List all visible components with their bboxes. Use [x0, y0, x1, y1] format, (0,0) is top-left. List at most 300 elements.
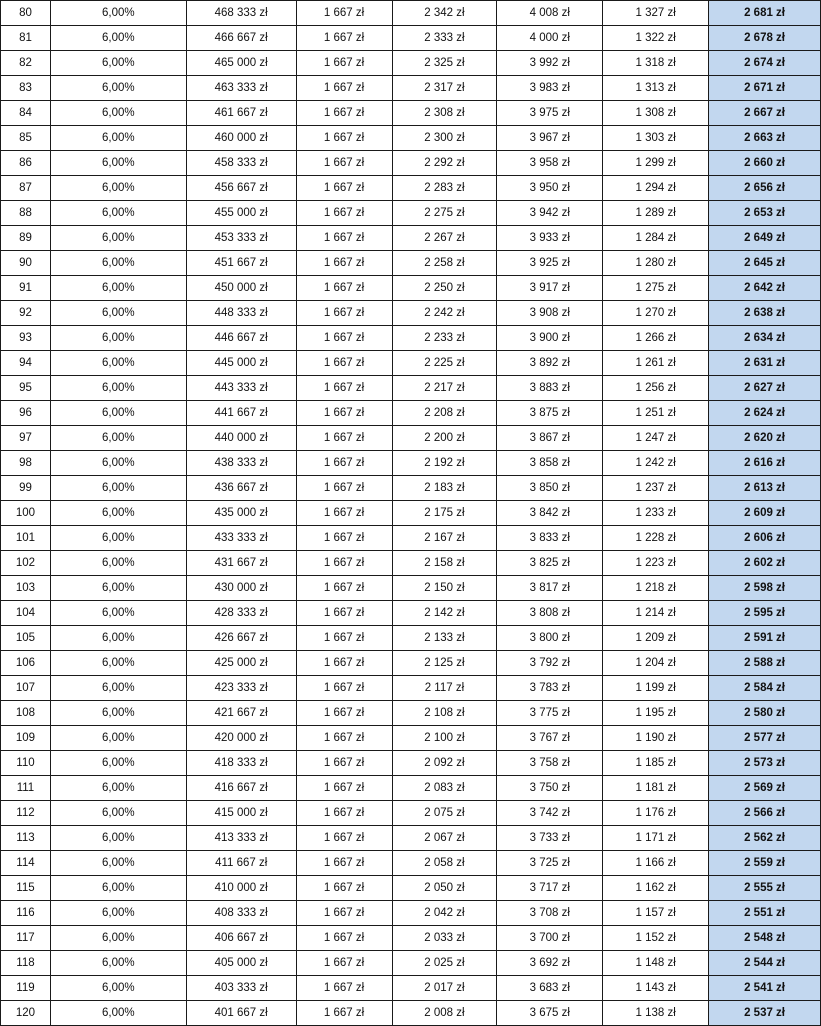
interest-cell: 2 217 zł — [392, 376, 497, 401]
remaining-principal-cell: 413 333 zł — [186, 826, 296, 851]
remaining-principal-cell: 426 667 zł — [186, 626, 296, 651]
total-installment-cell: 3 883 zł — [497, 376, 603, 401]
tax-relief-cell: 1 313 zł — [603, 76, 709, 101]
month-cell: 80 — [1, 1, 51, 26]
month-cell: 90 — [1, 251, 51, 276]
net-installment-cell: 2 678 zł — [709, 26, 821, 51]
table-row — [1, 451, 821, 476]
remaining-principal-cell: 458 333 zł — [186, 151, 296, 176]
interest-cell: 2 275 zł — [392, 201, 497, 226]
tax-relief-cell: 1 266 zł — [603, 326, 709, 351]
table-row — [1, 651, 821, 676]
net-installment-cell: 2 663 zł — [709, 126, 821, 151]
rate-cell: 6,00% — [50, 1001, 186, 1026]
table-row — [1, 576, 821, 601]
total-installment-cell: 3 950 zł — [497, 176, 603, 201]
rate-cell: 6,00% — [50, 726, 186, 751]
remaining-principal-cell: 445 000 zł — [186, 351, 296, 376]
tax-relief-cell: 1 185 zł — [603, 751, 709, 776]
month-cell: 100 — [1, 501, 51, 526]
tax-relief-cell: 1 138 zł — [603, 1001, 709, 1026]
month-cell: 94 — [1, 351, 51, 376]
total-installment-cell: 3 708 zł — [497, 901, 603, 926]
month-cell: 91 — [1, 276, 51, 301]
rate-cell: 6,00% — [50, 326, 186, 351]
interest-cell: 2 300 zł — [392, 126, 497, 151]
total-installment-cell: 3 983 zł — [497, 76, 603, 101]
principal-installment-cell: 1 667 zł — [296, 426, 392, 451]
interest-cell: 2 017 zł — [392, 976, 497, 1001]
table-row — [1, 676, 821, 701]
rate-cell: 6,00% — [50, 501, 186, 526]
rate-cell: 6,00% — [50, 176, 186, 201]
total-installment-cell: 3 833 zł — [497, 526, 603, 551]
month-cell: 109 — [1, 726, 51, 751]
tax-relief-cell: 1 294 zł — [603, 176, 709, 201]
table-row — [1, 751, 821, 776]
month-cell: 115 — [1, 876, 51, 901]
interest-cell: 2 108 zł — [392, 701, 497, 726]
rate-cell: 6,00% — [50, 451, 186, 476]
month-cell: 85 — [1, 126, 51, 151]
total-installment-cell: 3 908 zł — [497, 301, 603, 326]
total-installment-cell: 3 758 zł — [497, 751, 603, 776]
principal-installment-cell: 1 667 zł — [296, 626, 392, 651]
principal-installment-cell: 1 667 zł — [296, 351, 392, 376]
tax-relief-cell: 1 284 zł — [603, 226, 709, 251]
table-row — [1, 376, 821, 401]
month-cell: 118 — [1, 951, 51, 976]
tax-relief-cell: 1 148 zł — [603, 951, 709, 976]
net-installment-cell: 2 631 zł — [709, 351, 821, 376]
interest-cell: 2 258 zł — [392, 251, 497, 276]
rate-cell: 6,00% — [50, 376, 186, 401]
remaining-principal-cell: 461 667 zł — [186, 101, 296, 126]
table-row — [1, 526, 821, 551]
rate-cell: 6,00% — [50, 851, 186, 876]
principal-installment-cell: 1 667 zł — [296, 251, 392, 276]
remaining-principal-cell: 456 667 zł — [186, 176, 296, 201]
month-cell: 112 — [1, 801, 51, 826]
principal-installment-cell: 1 667 zł — [296, 226, 392, 251]
principal-installment-cell: 1 667 zł — [296, 76, 392, 101]
month-cell: 110 — [1, 751, 51, 776]
total-installment-cell: 3 725 zł — [497, 851, 603, 876]
tax-relief-cell: 1 280 zł — [603, 251, 709, 276]
remaining-principal-cell: 403 333 zł — [186, 976, 296, 1001]
total-installment-cell: 3 933 zł — [497, 226, 603, 251]
interest-cell: 2 125 zł — [392, 651, 497, 676]
tax-relief-cell: 1 237 zł — [603, 476, 709, 501]
table-row — [1, 801, 821, 826]
table-row — [1, 626, 821, 651]
principal-installment-cell: 1 667 zł — [296, 176, 392, 201]
table-row — [1, 326, 821, 351]
interest-cell: 2 342 zł — [392, 1, 497, 26]
table-row — [1, 776, 821, 801]
principal-installment-cell: 1 667 zł — [296, 151, 392, 176]
principal-installment-cell: 1 667 zł — [296, 126, 392, 151]
total-installment-cell: 3 808 zł — [497, 601, 603, 626]
month-cell: 97 — [1, 426, 51, 451]
rate-cell: 6,00% — [50, 676, 186, 701]
remaining-principal-cell: 435 000 zł — [186, 501, 296, 526]
table-row — [1, 726, 821, 751]
month-cell: 87 — [1, 176, 51, 201]
month-cell: 101 — [1, 526, 51, 551]
table-row — [1, 76, 821, 101]
remaining-principal-cell: 410 000 zł — [186, 876, 296, 901]
rate-cell: 6,00% — [50, 1, 186, 26]
rate-cell: 6,00% — [50, 226, 186, 251]
month-cell: 95 — [1, 376, 51, 401]
remaining-principal-cell: 416 667 zł — [186, 776, 296, 801]
total-installment-cell: 3 742 zł — [497, 801, 603, 826]
net-installment-cell: 2 544 zł — [709, 951, 821, 976]
principal-installment-cell: 1 667 zł — [296, 576, 392, 601]
tax-relief-cell: 1 190 zł — [603, 726, 709, 751]
rate-cell: 6,00% — [50, 26, 186, 51]
table-row — [1, 876, 821, 901]
table-row — [1, 926, 821, 951]
remaining-principal-cell: 408 333 zł — [186, 901, 296, 926]
rate-cell: 6,00% — [50, 826, 186, 851]
principal-installment-cell: 1 667 zł — [296, 1, 392, 26]
total-installment-cell: 3 792 zł — [497, 651, 603, 676]
month-cell: 107 — [1, 676, 51, 701]
total-installment-cell: 3 817 zł — [497, 576, 603, 601]
month-cell: 86 — [1, 151, 51, 176]
table-row — [1, 551, 821, 576]
rate-cell: 6,00% — [50, 601, 186, 626]
remaining-principal-cell: 411 667 zł — [186, 851, 296, 876]
tax-relief-cell: 1 256 zł — [603, 376, 709, 401]
total-installment-cell: 4 008 zł — [497, 1, 603, 26]
net-installment-cell: 2 548 zł — [709, 926, 821, 951]
tax-relief-cell: 1 195 zł — [603, 701, 709, 726]
table-row — [1, 201, 821, 226]
month-cell: 120 — [1, 1001, 51, 1026]
total-installment-cell: 3 750 zł — [497, 776, 603, 801]
principal-installment-cell: 1 667 zł — [296, 651, 392, 676]
rate-cell: 6,00% — [50, 526, 186, 551]
principal-installment-cell: 1 667 zł — [296, 276, 392, 301]
rate-cell: 6,00% — [50, 276, 186, 301]
total-installment-cell: 3 842 zł — [497, 501, 603, 526]
net-installment-cell: 2 613 zł — [709, 476, 821, 501]
total-installment-cell: 3 700 zł — [497, 926, 603, 951]
rate-cell: 6,00% — [50, 301, 186, 326]
remaining-principal-cell: 423 333 zł — [186, 676, 296, 701]
principal-installment-cell: 1 667 zł — [296, 726, 392, 751]
net-installment-cell: 2 577 zł — [709, 726, 821, 751]
rate-cell: 6,00% — [50, 576, 186, 601]
total-installment-cell: 3 692 zł — [497, 951, 603, 976]
month-cell: 117 — [1, 926, 51, 951]
principal-installment-cell: 1 667 zł — [296, 801, 392, 826]
principal-installment-cell: 1 667 zł — [296, 51, 392, 76]
net-installment-cell: 2 620 zł — [709, 426, 821, 451]
table-row — [1, 26, 821, 51]
remaining-principal-cell: 450 000 zł — [186, 276, 296, 301]
net-installment-cell: 2 602 zł — [709, 551, 821, 576]
table-row — [1, 51, 821, 76]
month-cell: 92 — [1, 301, 51, 326]
remaining-principal-cell: 451 667 zł — [186, 251, 296, 276]
total-installment-cell: 3 942 zł — [497, 201, 603, 226]
tax-relief-cell: 1 327 zł — [603, 1, 709, 26]
total-installment-cell: 3 850 zł — [497, 476, 603, 501]
table-row — [1, 1001, 821, 1026]
net-installment-cell: 2 551 zł — [709, 901, 821, 926]
tax-relief-cell: 1 209 zł — [603, 626, 709, 651]
table-body — [1, 1, 821, 1026]
principal-installment-cell: 1 667 zł — [296, 901, 392, 926]
tax-relief-cell: 1 214 zł — [603, 601, 709, 626]
tax-relief-cell: 1 303 zł — [603, 126, 709, 151]
remaining-principal-cell: 415 000 zł — [186, 801, 296, 826]
table-row — [1, 1, 821, 26]
total-installment-cell: 3 675 zł — [497, 1001, 603, 1026]
net-installment-cell: 2 598 zł — [709, 576, 821, 601]
principal-installment-cell: 1 667 zł — [296, 376, 392, 401]
rate-cell: 6,00% — [50, 551, 186, 576]
principal-installment-cell: 1 667 zł — [296, 301, 392, 326]
net-installment-cell: 2 606 zł — [709, 526, 821, 551]
tax-relief-cell: 1 162 zł — [603, 876, 709, 901]
interest-cell: 2 308 zł — [392, 101, 497, 126]
tax-relief-cell: 1 199 zł — [603, 676, 709, 701]
interest-cell: 2 325 zł — [392, 51, 497, 76]
remaining-principal-cell: 433 333 zł — [186, 526, 296, 551]
rate-cell: 6,00% — [50, 776, 186, 801]
month-cell: 89 — [1, 226, 51, 251]
total-installment-cell: 3 733 zł — [497, 826, 603, 851]
tax-relief-cell: 1 171 zł — [603, 826, 709, 851]
table-row — [1, 851, 821, 876]
table-row — [1, 176, 821, 201]
principal-installment-cell: 1 667 zł — [296, 26, 392, 51]
interest-cell: 2 050 zł — [392, 876, 497, 901]
rate-cell: 6,00% — [50, 651, 186, 676]
interest-cell: 2 333 zł — [392, 26, 497, 51]
net-installment-cell: 2 595 zł — [709, 601, 821, 626]
rate-cell: 6,00% — [50, 876, 186, 901]
tax-relief-cell: 1 204 zł — [603, 651, 709, 676]
remaining-principal-cell: 466 667 zł — [186, 26, 296, 51]
tax-relief-cell: 1 247 zł — [603, 426, 709, 451]
rate-cell: 6,00% — [50, 901, 186, 926]
net-installment-cell: 2 537 zł — [709, 1001, 821, 1026]
interest-cell: 2 133 zł — [392, 626, 497, 651]
rate-cell: 6,00% — [50, 151, 186, 176]
principal-installment-cell: 1 667 zł — [296, 401, 392, 426]
table-row — [1, 701, 821, 726]
remaining-principal-cell: 440 000 zł — [186, 426, 296, 451]
principal-installment-cell: 1 667 zł — [296, 1001, 392, 1026]
interest-cell: 2 167 zł — [392, 526, 497, 551]
principal-installment-cell: 1 667 zł — [296, 551, 392, 576]
total-installment-cell: 4 000 zł — [497, 26, 603, 51]
principal-installment-cell: 1 667 zł — [296, 751, 392, 776]
month-cell: 99 — [1, 476, 51, 501]
tax-relief-cell: 1 223 zł — [603, 551, 709, 576]
principal-installment-cell: 1 667 zł — [296, 701, 392, 726]
month-cell: 88 — [1, 201, 51, 226]
rate-cell: 6,00% — [50, 401, 186, 426]
table-row — [1, 351, 821, 376]
net-installment-cell: 2 562 zł — [709, 826, 821, 851]
net-installment-cell: 2 681 zł — [709, 1, 821, 26]
interest-cell: 2 142 zł — [392, 601, 497, 626]
interest-cell: 2 042 zł — [392, 901, 497, 926]
month-cell: 81 — [1, 26, 51, 51]
table-row — [1, 301, 821, 326]
net-installment-cell: 2 656 zł — [709, 176, 821, 201]
month-cell: 83 — [1, 76, 51, 101]
remaining-principal-cell: 455 000 zł — [186, 201, 296, 226]
total-installment-cell: 3 967 zł — [497, 126, 603, 151]
net-installment-cell: 2 609 zł — [709, 501, 821, 526]
remaining-principal-cell: 453 333 zł — [186, 226, 296, 251]
net-installment-cell: 2 674 zł — [709, 51, 821, 76]
rate-cell: 6,00% — [50, 976, 186, 1001]
remaining-principal-cell: 463 333 zł — [186, 76, 296, 101]
tax-relief-cell: 1 308 zł — [603, 101, 709, 126]
rate-cell: 6,00% — [50, 51, 186, 76]
remaining-principal-cell: 448 333 zł — [186, 301, 296, 326]
month-cell: 84 — [1, 101, 51, 126]
rate-cell: 6,00% — [50, 426, 186, 451]
month-cell: 104 — [1, 601, 51, 626]
remaining-principal-cell: 420 000 zł — [186, 726, 296, 751]
tax-relief-cell: 1 218 zł — [603, 576, 709, 601]
rate-cell: 6,00% — [50, 801, 186, 826]
principal-installment-cell: 1 667 zł — [296, 476, 392, 501]
remaining-principal-cell: 406 667 zł — [186, 926, 296, 951]
net-installment-cell: 2 638 zł — [709, 301, 821, 326]
table-row — [1, 401, 821, 426]
remaining-principal-cell: 428 333 zł — [186, 601, 296, 626]
month-cell: 98 — [1, 451, 51, 476]
table-row — [1, 951, 821, 976]
tax-relief-cell: 1 261 zł — [603, 351, 709, 376]
month-cell: 102 — [1, 551, 51, 576]
month-cell: 103 — [1, 576, 51, 601]
total-installment-cell: 3 992 zł — [497, 51, 603, 76]
net-installment-cell: 2 649 zł — [709, 226, 821, 251]
interest-cell: 2 225 zł — [392, 351, 497, 376]
rate-cell: 6,00% — [50, 626, 186, 651]
month-cell: 114 — [1, 851, 51, 876]
net-installment-cell: 2 627 zł — [709, 376, 821, 401]
total-installment-cell: 3 683 zł — [497, 976, 603, 1001]
principal-installment-cell: 1 667 zł — [296, 851, 392, 876]
interest-cell: 2 150 zł — [392, 576, 497, 601]
interest-cell: 2 183 zł — [392, 476, 497, 501]
interest-cell: 2 117 zł — [392, 676, 497, 701]
interest-cell: 2 083 zł — [392, 776, 497, 801]
tax-relief-cell: 1 322 zł — [603, 26, 709, 51]
total-installment-cell: 3 975 zł — [497, 101, 603, 126]
interest-cell: 2 025 zł — [392, 951, 497, 976]
remaining-principal-cell: 401 667 zł — [186, 1001, 296, 1026]
principal-installment-cell: 1 667 zł — [296, 101, 392, 126]
remaining-principal-cell: 441 667 zł — [186, 401, 296, 426]
tax-relief-cell: 1 289 zł — [603, 201, 709, 226]
total-installment-cell: 3 925 zł — [497, 251, 603, 276]
total-installment-cell: 3 775 zł — [497, 701, 603, 726]
principal-installment-cell: 1 667 zł — [296, 501, 392, 526]
month-cell: 119 — [1, 976, 51, 1001]
net-installment-cell: 2 566 zł — [709, 801, 821, 826]
tax-relief-cell: 1 251 zł — [603, 401, 709, 426]
table-row — [1, 276, 821, 301]
total-installment-cell: 3 783 zł — [497, 676, 603, 701]
tax-relief-cell: 1 157 zł — [603, 901, 709, 926]
total-installment-cell: 3 892 zł — [497, 351, 603, 376]
principal-installment-cell: 1 667 zł — [296, 976, 392, 1001]
tax-relief-cell: 1 143 zł — [603, 976, 709, 1001]
rate-cell: 6,00% — [50, 926, 186, 951]
net-installment-cell: 2 616 zł — [709, 451, 821, 476]
principal-installment-cell: 1 667 zł — [296, 201, 392, 226]
principal-installment-cell: 1 667 zł — [296, 451, 392, 476]
remaining-principal-cell: 418 333 zł — [186, 751, 296, 776]
month-cell: 111 — [1, 776, 51, 801]
table-row — [1, 976, 821, 1001]
month-cell: 96 — [1, 401, 51, 426]
month-cell: 93 — [1, 326, 51, 351]
total-installment-cell: 3 767 zł — [497, 726, 603, 751]
total-installment-cell: 3 958 zł — [497, 151, 603, 176]
month-cell: 108 — [1, 701, 51, 726]
interest-cell: 2 250 zł — [392, 276, 497, 301]
month-cell: 116 — [1, 901, 51, 926]
rate-cell: 6,00% — [50, 751, 186, 776]
remaining-principal-cell: 468 333 zł — [186, 1, 296, 26]
rate-cell: 6,00% — [50, 251, 186, 276]
net-installment-cell: 2 671 zł — [709, 76, 821, 101]
month-cell: 106 — [1, 651, 51, 676]
remaining-principal-cell: 430 000 zł — [186, 576, 296, 601]
net-installment-cell: 2 541 zł — [709, 976, 821, 1001]
table-row — [1, 151, 821, 176]
net-installment-cell: 2 584 zł — [709, 676, 821, 701]
rate-cell: 6,00% — [50, 201, 186, 226]
tax-relief-cell: 1 181 zł — [603, 776, 709, 801]
principal-installment-cell: 1 667 zł — [296, 676, 392, 701]
net-installment-cell: 2 559 zł — [709, 851, 821, 876]
remaining-principal-cell: 438 333 zł — [186, 451, 296, 476]
tax-relief-cell: 1 275 zł — [603, 276, 709, 301]
net-installment-cell: 2 645 zł — [709, 251, 821, 276]
remaining-principal-cell: 443 333 zł — [186, 376, 296, 401]
table-row — [1, 501, 821, 526]
principal-installment-cell: 1 667 zł — [296, 926, 392, 951]
table-row — [1, 251, 821, 276]
interest-cell: 2 033 zł — [392, 926, 497, 951]
interest-cell: 2 283 zł — [392, 176, 497, 201]
net-installment-cell: 2 634 zł — [709, 326, 821, 351]
interest-cell: 2 267 zł — [392, 226, 497, 251]
principal-installment-cell: 1 667 zł — [296, 776, 392, 801]
net-installment-cell: 2 660 zł — [709, 151, 821, 176]
principal-installment-cell: 1 667 zł — [296, 526, 392, 551]
rate-cell: 6,00% — [50, 101, 186, 126]
rate-cell: 6,00% — [50, 951, 186, 976]
month-cell: 82 — [1, 51, 51, 76]
